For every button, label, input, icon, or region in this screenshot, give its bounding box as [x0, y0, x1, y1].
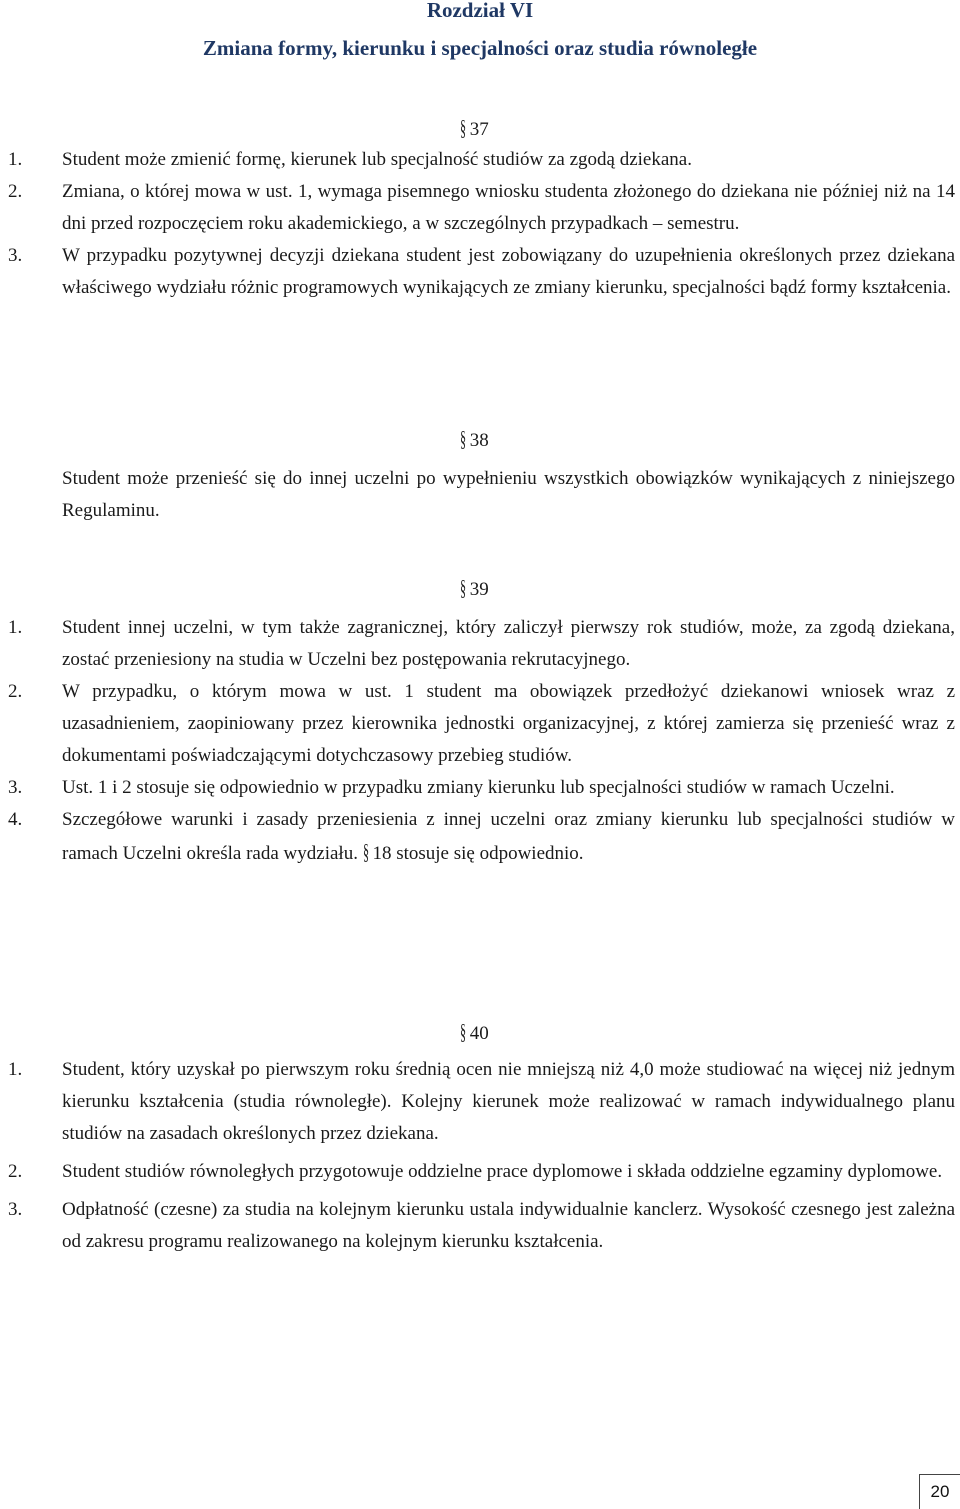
item-number: 3. — [8, 777, 23, 798]
reference-text: stosuje się odpowiednio. — [396, 843, 584, 864]
chapter-title: Zmiana formy, kierunku i specjalności oraz studia równoległe — [202, 36, 758, 60]
section-number: 38 — [469, 430, 489, 451]
reference-number: 18 — [372, 843, 392, 864]
item-number: 2. — [8, 681, 23, 702]
item-number: 3. — [8, 245, 23, 266]
page-number: 20 — [919, 1474, 960, 1509]
section-sign-icon: § — [362, 839, 369, 864]
list-item — [0, 1156, 955, 1188]
list-item — [0, 676, 955, 772]
section-37-body — [0, 144, 955, 304]
list-item — [0, 1194, 955, 1258]
section-38-body — [0, 463, 955, 527]
section-40-body — [0, 1054, 955, 1258]
section-sign-icon: § — [460, 426, 467, 451]
section-number: 37 — [469, 119, 489, 140]
item-number: 4. — [8, 809, 23, 830]
section-heading-39 — [460, 572, 540, 606]
section-sign-icon: § — [460, 575, 467, 600]
item-text: Student innej uczelni, w tym także zagranicznej, który zaliczył pierwszy rok studiów, może, za zgodą dziekana, zostać przeniesiony na studia w Uczelni bez postępowania rekrutacyjnego. — [62, 617, 955, 670]
section-number: 39 — [469, 579, 489, 600]
section-heading-40 — [460, 1016, 540, 1050]
list-item — [0, 772, 955, 804]
section-heading-37 — [460, 112, 540, 146]
list-item — [0, 1054, 955, 1150]
item-text: Student studiów równoległych przygotowuje oddzielne prace dyplomowe i składa oddzielne egzaminy dyplomowe. — [62, 1161, 943, 1182]
section-number: 40 — [469, 1023, 489, 1044]
section-sign-icon: § — [460, 1019, 467, 1044]
item-text: Zmiana, o której mowa w ust. 1, wymaga pisemnego wniosku studenta złożonego do dziekana nie później niż na 14 dni przed rozpoczęciem roku akademickiego, a w szczególnych przypadkach – semestru. — [62, 181, 955, 234]
item-text: W przypadku, o którym mowa w ust. 1 student ma obowiązek przedłożyć dziekanowi wniosek wraz z uzasadnieniem, zaopiniowany przez kierownika jednostki organizacyjnej, z której zamierza się przenieść wraz z dokumentami poświadczającymi dotychczasowy przebieg studiów. — [62, 681, 955, 766]
section-heading-38 — [460, 423, 540, 457]
list-item — [0, 176, 955, 240]
item-text: Student, który uzyskał po pierwszym roku średnią ocen nie mniejszą niż 4,0 może studiować na więcej niż jednym kierunku kształcenia (studia równoległe). Kolejny kierunek może realizować w ramach indywidualnego planu studiów na zasadach określonych przez dziekana. — [62, 1059, 955, 1144]
chapter-label: Rozdział VI — [426, 0, 534, 22]
list-item — [0, 144, 955, 176]
item-text: W przypadku pozytywnej decyzji dziekana student jest zobowiązany do uzupełnienia określonych przez dziekana właściwego wydziału różnic programowych wynikających ze zmiany kierunku, specjalności bądź formy kształcenia. — [62, 245, 955, 298]
item-text: Odpłatność (czesne) za studia na kolejnym kierunku ustala indywidualnie kanclerz. Wysokość czesnego jest zależna od zakresu programu realizowanego na kolejnym kierunku kształcenia. — [62, 1199, 955, 1252]
list-item — [0, 240, 955, 304]
item-number: 1. — [8, 149, 23, 170]
item-number: 2. — [8, 1161, 23, 1182]
item-number: 3. — [8, 1199, 23, 1220]
section-sign-icon: § — [460, 115, 467, 140]
item-number: 1. — [8, 617, 23, 638]
item-text: Ust. 1 i 2 stosuje się odpowiednio w przypadku zmiany kierunku lub specjalności studiów w ramach Uczelni. — [62, 777, 895, 798]
list-item — [0, 612, 955, 676]
section-text: Student może przenieść się do innej uczelni po wypełnieniu wszystkich obowiązków wynikających z niniejszego Regulaminu. — [62, 468, 955, 521]
list-item — [0, 804, 955, 870]
item-text: Szczegółowe warunki i zasady przeniesienia z innej uczelni oraz zmiany kierunku lub specjalności studiów w ramach Uczelni określa rada wydziału. — [62, 809, 955, 864]
item-text: Student może zmienić formę, kierunek lub specjalność studiów za zgodą dziekana. — [62, 149, 692, 170]
item-number: 2. — [8, 181, 23, 202]
item-number: 1. — [8, 1059, 23, 1080]
section-39-body — [0, 612, 955, 870]
